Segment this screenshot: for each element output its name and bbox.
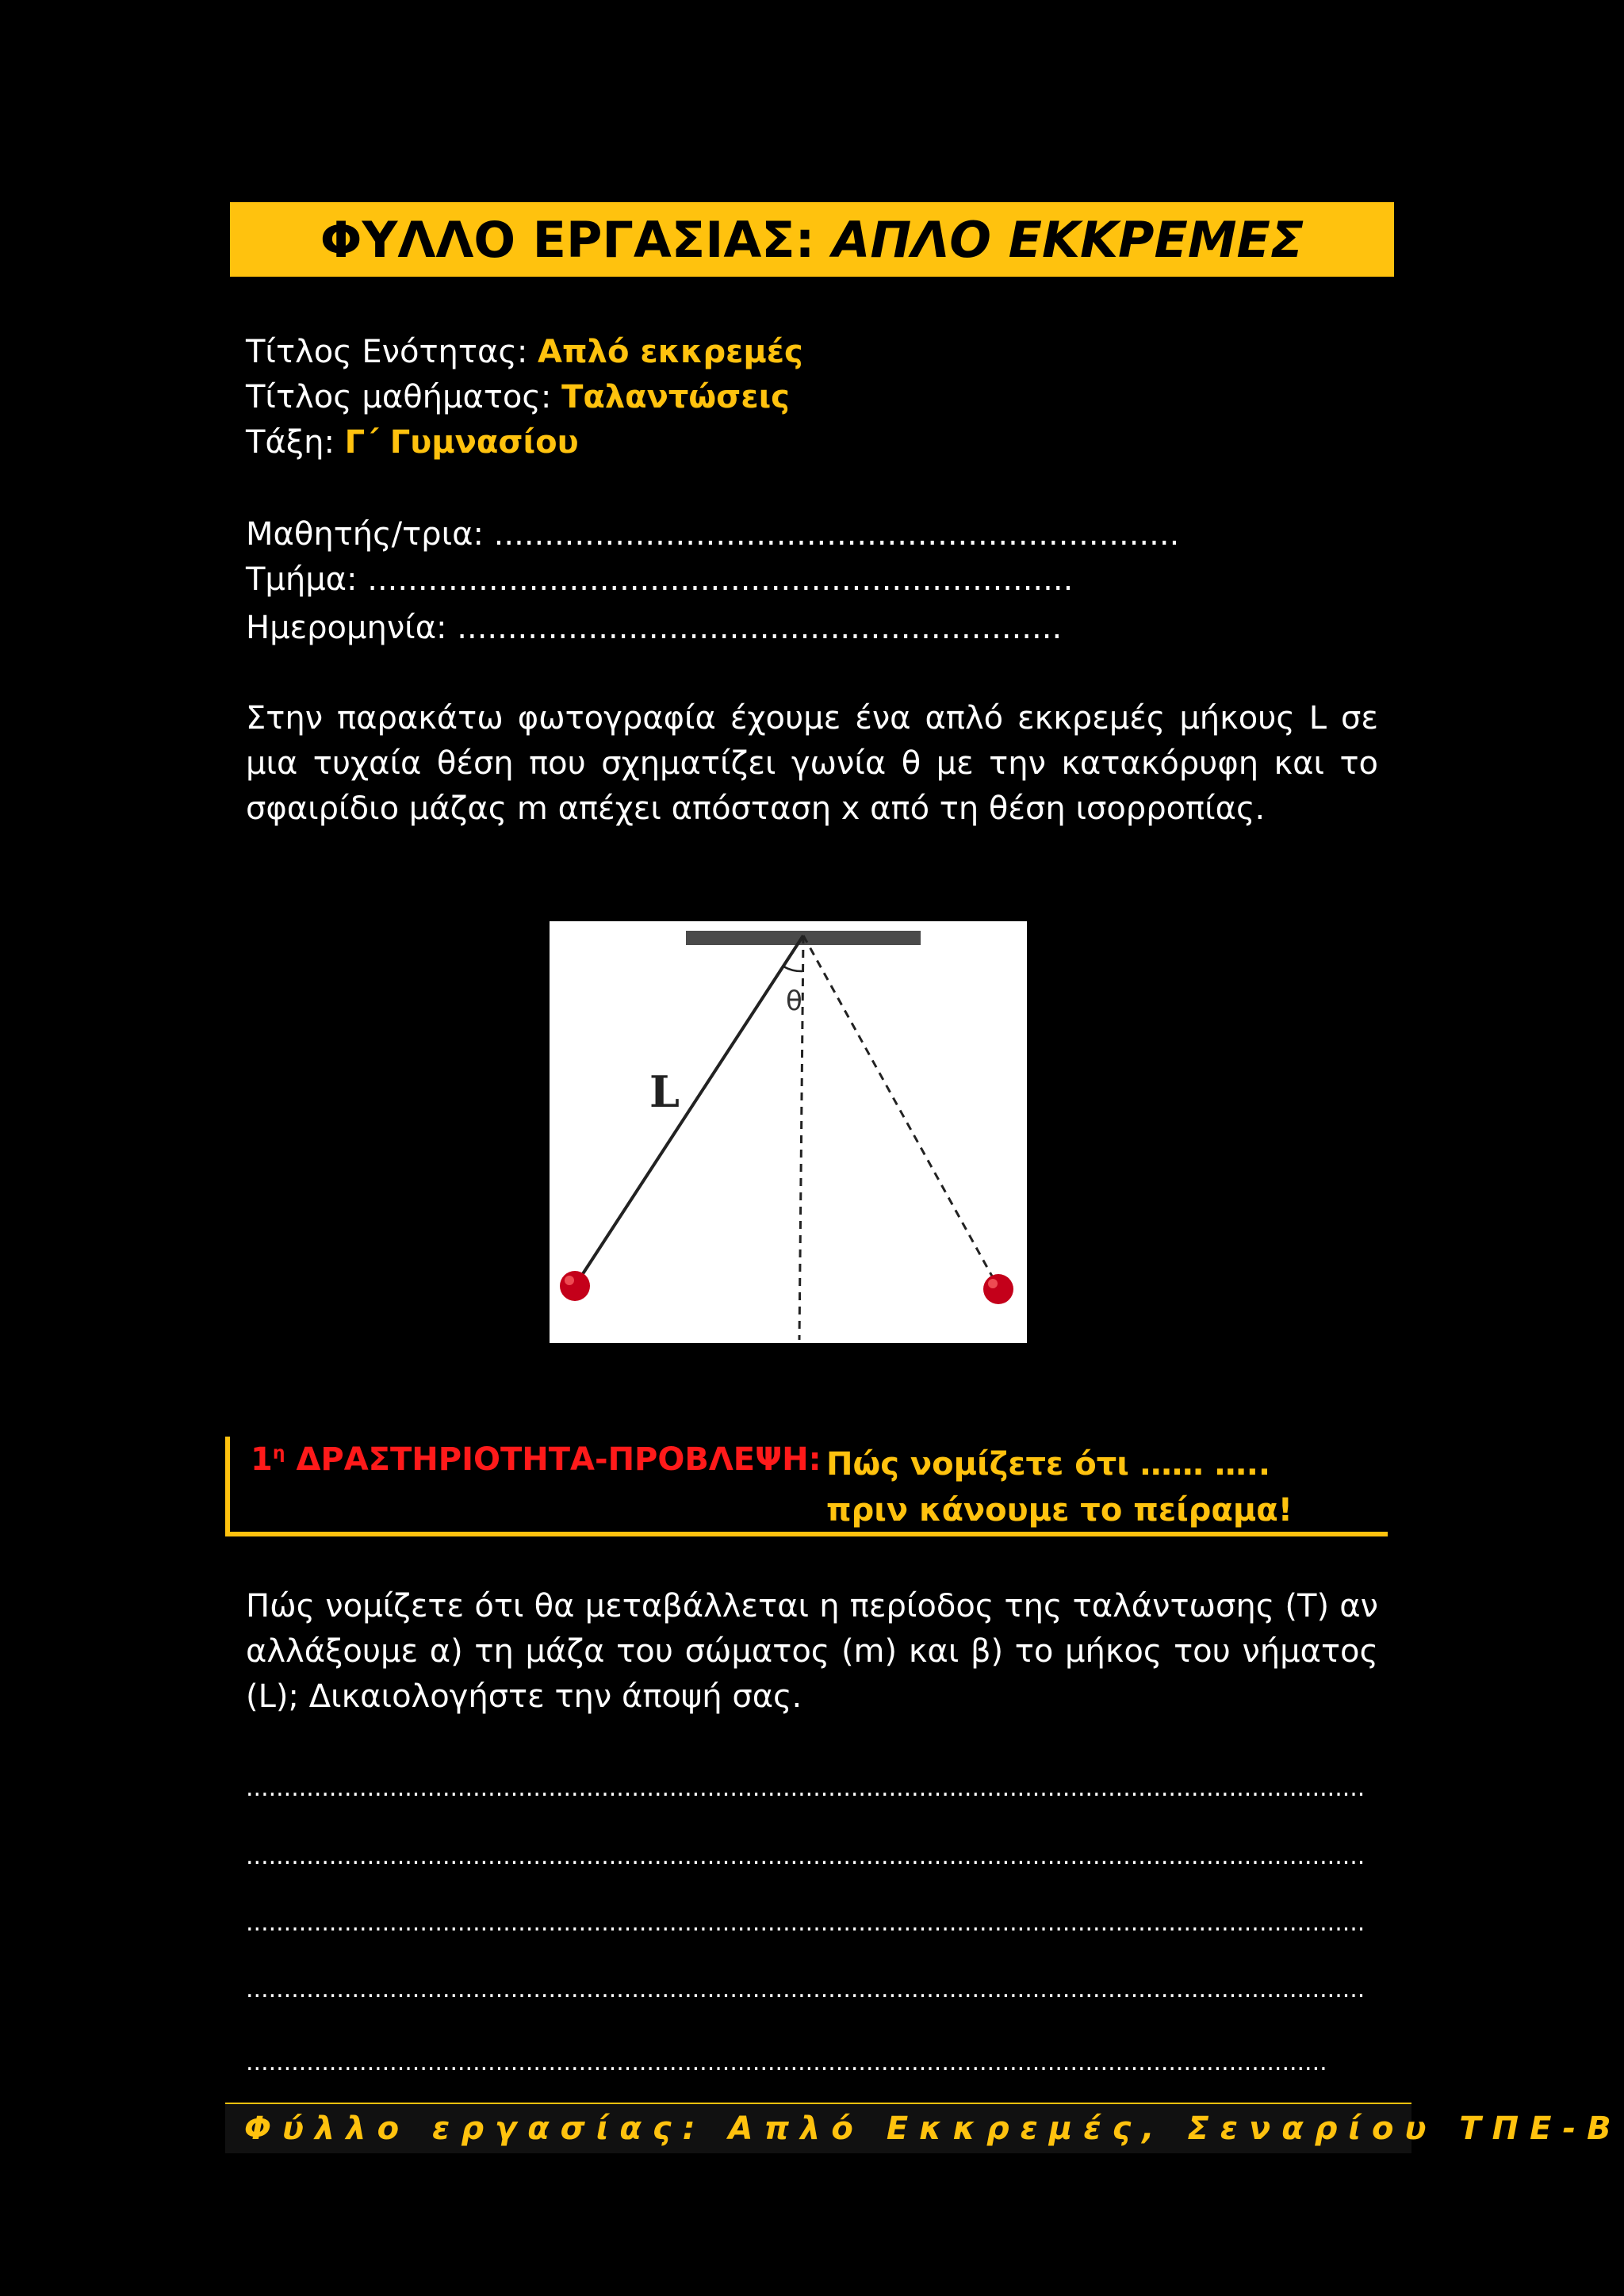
class-row [246,420,579,465]
activity-title: ΔΡΑΣΤΗΡΙΟΤΗΤΑ-ΠΡΟΒΛΕΨΗ: [285,1441,822,1478]
pendulum-string [575,936,803,1286]
length-L-label: L [649,1066,680,1117]
date-label: Ημερομηνία: [246,610,447,646]
lesson-label: Τίτλος μαθήματος: [246,379,552,415]
student-name-row [246,512,1179,557]
bob-left [560,1271,590,1301]
intro-paragraph: Στην παρακάτω φωτογραφία έχουμε ένα απλό εκκρεμές μήκους L σε μια τυχαία θέση που σχηματίζει γωνία θ με την κατακόρυφη και το σφαιρίδιο μάζας m απέχει απόσταση x από τη θέση ισορροπίας. [246,700,1378,827]
activity-label [251,1441,822,1478]
unit-row [246,330,803,375]
activity-superscript: η [272,1443,285,1464]
answer-line[interactable]: .................................................................................................................................................... [246,1774,1365,1802]
pendulum-diagram [550,921,1027,1343]
lesson-value: Ταλαντώσεις [561,379,790,415]
class-label: Τάξη: [246,424,335,461]
unit-label: Τίτλος Ενότητας: [246,334,528,370]
worksheet-title [230,202,1394,277]
title-topic: ΑΠΛΟ ΕΚΚΡΕΜΕΣ [832,210,1304,269]
angle-arc [783,966,802,971]
bob-left-highlight [565,1276,574,1285]
section-row [246,557,1073,603]
bob-right [983,1274,1013,1304]
answer-line[interactable]: ............................................................................................................................................... [246,2049,1327,2076]
swing-path-line [803,936,998,1288]
date-field[interactable]: ............................................................ [457,610,1063,646]
question-paragraph: Πώς νομίζετε ότι θα μεταβάλλεται η περίοδος της ταλάντωσης (T) αν αλλάξουμε α) τη μάζα του σώματος (m) και β) το μήκος του νήματος (L); Δικαιολογήστε την άποψή σας. [246,1588,1378,1715]
answer-line[interactable]: .................................................................................................................................................... [246,1976,1365,2003]
unit-value: Απλό εκκρεμές [538,334,803,370]
bob-right-highlight [988,1279,998,1288]
activity-1-box [225,1437,1388,1536]
section-label: Τμήμα: [246,561,358,598]
pendulum-figure [550,921,1027,1343]
angle-theta-label: θ [786,985,802,1017]
activity-question: Πώς νομίζετε ότι …… ….. πριν κάνουμε το πείραμα! [826,1446,1293,1529]
student-name-label: Μαθητής/τρια: [246,516,484,553]
date-row [246,606,1062,651]
class-value: Γ΄ Γυμνασίου [344,424,579,461]
lesson-row [246,375,790,420]
answer-line[interactable]: .................................................................................................................................................... [246,1843,1365,1870]
answer-line[interactable]: .................................................................................................................................................... [246,1909,1365,1937]
title-prefix: ΦΥΛΛΟ ΕΡΓΑΣΙΑΣ: [320,210,815,269]
student-name-field[interactable]: .................................................................... [493,516,1180,553]
section-field[interactable]: ...................................................................... [367,561,1074,598]
activity-number: 1 [251,1441,273,1478]
page-footer: Φύλλο εργασίας: Απλό Εκκρεμές, Σεναρίου ΤΠΕ-Β [225,2103,1411,2153]
